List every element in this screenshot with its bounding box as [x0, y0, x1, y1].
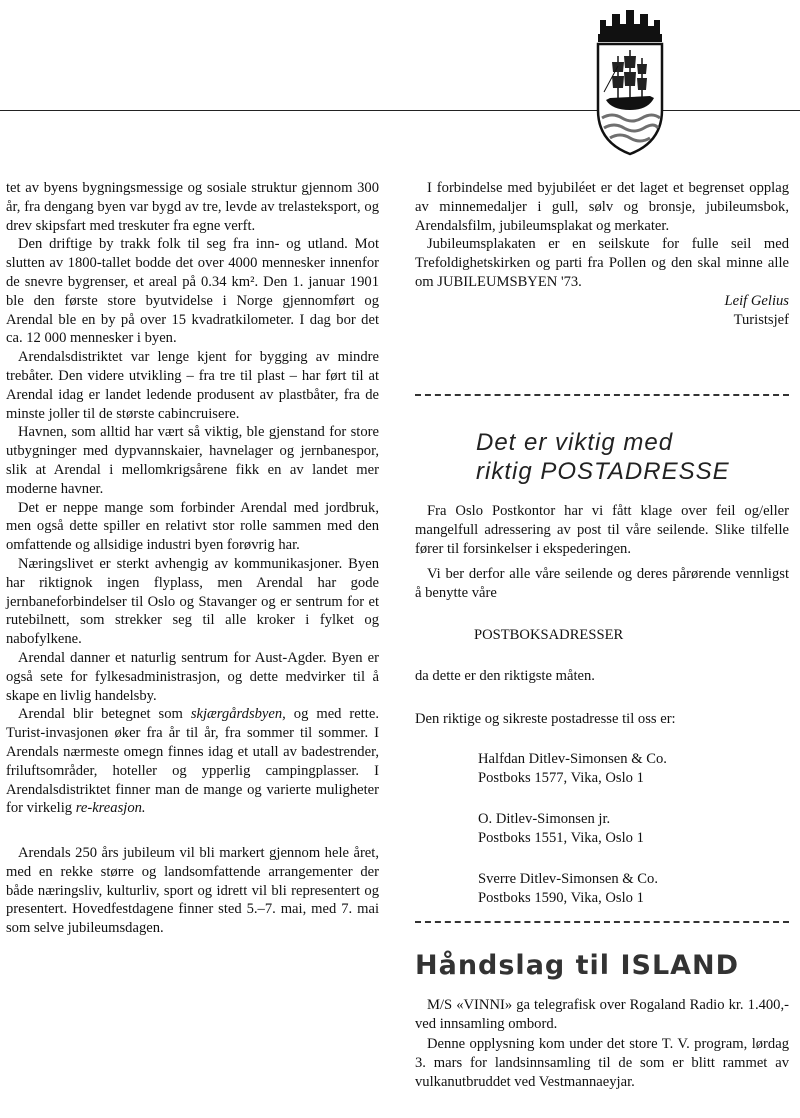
- address-box: Postboks 1551, Vika, Oslo 1: [478, 829, 644, 846]
- paragraph: Jubileumsplakaten er en seilskute for fulle seil med Trefoldighetskirken og parti fra Pollen og den skal minne alle om JUBILEUMSBYEN '73.: [415, 236, 789, 290]
- paragraph: [6, 705, 379, 818]
- address-block: [478, 870, 658, 908]
- signature-title: Turistsjef: [733, 311, 789, 328]
- arendal-coat-of-arms-icon: [592, 6, 668, 156]
- article-headline: Håndslag til ISLAND: [415, 950, 740, 981]
- address-name: O. Ditlev-Simonsen jr.: [478, 811, 611, 827]
- address-block: [478, 810, 644, 848]
- paragraph: da dette er den riktigste måten.: [415, 668, 595, 684]
- paragraph: Arendals 250 års jubileum vil bli markert gjennom hele året, med en rekke større og landsomfattende arrangementer der både næringsliv, kulturliv, sport og idrett vil bli representert og presentert. Hovedfestdagene finner sted 5.–7. mai, med 7. mai som selve jubileumsdagen.: [6, 845, 379, 937]
- signature: [415, 292, 789, 330]
- paragraph: Denne opplysning kom under det store T. V. program, lørdag 3. mars for landsinnsamling til de som er blitt rammet av vulkanutbruddet ved Vestmannaeyjar.: [415, 1036, 789, 1090]
- dashed-divider: [415, 394, 789, 396]
- caps-line: POSTBOKSADRESSER: [474, 627, 624, 643]
- paragraph: M/S «VINNI» ga telegrafisk over Rogaland Radio kr. 1.400,- ved innsamling ombord.: [415, 997, 789, 1032]
- italic-text: skjærgårdsbyen,: [190, 706, 286, 723]
- address-name: Sverre Ditlev-Simonsen & Co.: [478, 871, 658, 887]
- paragraph: Havnen, som alltid har vært så viktig, ble gjenstand for store utbygninger med dypvannskaier, havnelager og jernbanespor, slik at Arendal i mellomkrigsårene fikk en av landet mer moderne havner.: [6, 424, 379, 497]
- paragraph: Den driftige by trakk folk til seg fra inn- og utland. Mot slutten av 1800-tallet bodde det over 4000 mennesker innenfor de snevre bygrenser, et areal på 0.34 km². Den 1. januar 1901 ble den første store byutvidelse i Norge gjennomført og Arendal ble en by på over 15 kvadratkilometer. I dag bor det ca. 12 000 mennesker i byen.: [6, 236, 379, 347]
- text-run: og med rette. Turist-invasjonen øker fra år til år, fra sommer til sommer. I Arendals nærmeste omegn finnes idag et utall av badestrender, friluftsområder, hoteller og ypperlig campingplasser. I Arendalsdistriktet finner man de mange og varierte muligheter for virkelig: [6, 706, 379, 817]
- header-rule: [0, 110, 800, 111]
- article-headline: riktig POSTADRESSE: [476, 458, 730, 485]
- paragraph: Den riktige og sikreste postadresse til oss er:: [415, 711, 676, 727]
- dashed-divider: [415, 921, 789, 923]
- address-block: [478, 750, 667, 788]
- signature-name: Leif Gelius: [724, 292, 789, 309]
- italic-text: re-kreasjon.: [75, 800, 146, 817]
- paragraph: Arendalsdistriktet var lenge kjent for bygging av mindre trebåter. Den videre utvikling – fra tre til plast – har ført til at Arendal idag er landet ledende produsent av plastbåter, fra de minste joller til de største cabincruisere.: [6, 349, 379, 422]
- address-box: Postboks 1577, Vika, Oslo 1: [478, 769, 644, 786]
- paragraph: Arendal danner et naturlig sentrum for Aust-Agder. Byen er også sete for fylkesadministrasjon, og dette medvirker til å skape en livlig handelsby.: [6, 649, 379, 704]
- article-headline: Det er viktig med: [476, 429, 674, 456]
- text-run: Arendal blir betegnet som: [18, 706, 191, 723]
- right-column: [415, 179, 789, 329]
- paragraph: Fra Oslo Postkontor har vi fått klage over feil og/eller mangelfull adressering av post til våre seilende. Slike tilfelle fører til forsinkelser i ekspederingen.: [415, 503, 789, 557]
- paragraph: tet av byens bygningsmessige og sosiale struktur gjennom 300 år, fra dengang byen var bygd av tre, levde av trelasteksport, og drev skipsfart med treskuter fra egne verft.: [6, 180, 379, 234]
- address-name: Halfdan Ditlev-Simonsen & Co.: [478, 751, 667, 767]
- paragraph: Næringslivet er sterkt avhengig av kommunikasjoner. Byen har riktignok ingen flyplass, men Arendal har gode jernbaneforbindelser til Oslo og Stavanger og er sentrum for et rutebilnett, som strekker seg til alle kroker i fylket og nabofylkene.: [6, 555, 379, 648]
- paragraph: Vi ber derfor alle våre seilende og deres pårørende vennligst å benytte våre: [415, 566, 789, 601]
- paragraph: I forbindelse med byjubiléet er det laget et begrenset opplag av minnemedaljer i gull, sølv og bronsje, jubileumsbok, Arendalsfilm, jubileumsplakat og merkater.: [415, 180, 789, 234]
- paragraph: Det er neppe mange som forbinder Arendal med jordbruk, men også dette spiller en relativt stor rolle sammen med den omfattende og allsidige industri byen forøvrig har.: [6, 499, 379, 554]
- left-column: [6, 179, 379, 938]
- address-box: Postboks 1590, Vika, Oslo 1: [478, 889, 644, 906]
